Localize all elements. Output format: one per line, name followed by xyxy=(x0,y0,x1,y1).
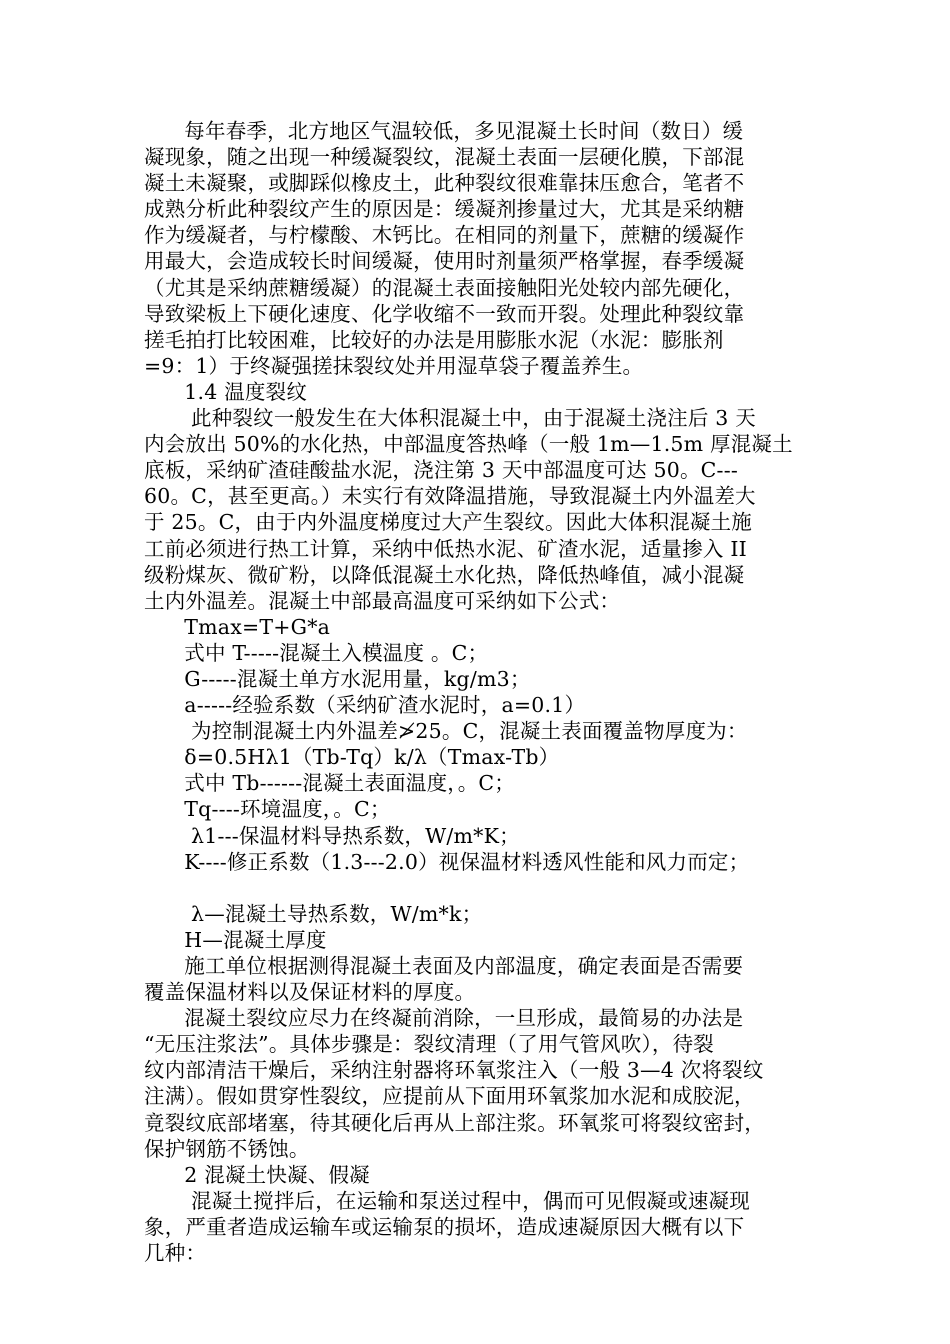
text-line: Tmax=T+G*a xyxy=(144,614,331,639)
text-line: 级粉煤灰、微矿粉，以降低混凝土水化热，降低热峰值，减小混凝 xyxy=(144,562,745,587)
text-line: 注满）。假如贯穿性裂纹，应提前从下面用环氧浆加水泥和成胶泥， xyxy=(144,1084,755,1109)
text-line: 底板，采纳矿渣硅酸盐水泥，浇注第 3 天中部温度可达 50。C--- xyxy=(144,458,738,483)
text-line: 土内外温差。混凝土中部最高温度可采纳如下公式： xyxy=(144,588,621,613)
text-line: λ—混凝土导热系数，W/m*k； xyxy=(144,901,483,926)
text-line: 几种： xyxy=(144,1241,207,1266)
text-line: 每年春季，北方地区气温较低，多见混凝土长时间（数日）缓 xyxy=(144,119,744,143)
text-line: =9：1）于终凝强搓抹裂纹处并用湿草袋子覆盖养生。 xyxy=(144,353,644,378)
text-line: 1.4 温度裂纹 xyxy=(144,379,308,404)
text-line: 60。C，甚至更高。）未实行有效降温措施，导致混凝土内外温差大 xyxy=(144,484,756,509)
text-line xyxy=(144,875,816,901)
text-line: “无压注浆法”。具体步骤是：裂纹清理（了用气管风吹），待裂 xyxy=(144,1032,715,1057)
text-line: δ=0.5Hλ1（Tb-Tq）k/λ（Tmax-Tb） xyxy=(144,745,560,770)
text-line: Tq----环境温度，。C； xyxy=(144,797,391,822)
text-line: 施工单位根据测得混凝土表面及内部温度，确定表面是否需要 xyxy=(144,954,744,978)
text-line: 工前必须进行热工计算，采纳中低热水泥、矿渣水泥，适量掺入 II xyxy=(144,536,747,561)
text-line: 此种裂纹一般发生在大体积混凝土中，由于混凝土浇注后 3 天 xyxy=(144,406,756,431)
text-line: H—混凝土厚度 xyxy=(144,927,327,952)
text-line: 象，严重者造成运输车或运输泵的损坏，造成速凝原因大概有以下 xyxy=(144,1214,745,1239)
text-line: 于 25。C，由于内外温度梯度过大产生裂纹。因此大体积混凝土施 xyxy=(144,510,752,535)
text-line: 内会放出 50%的水化热，中部温度答热峰（一般 1m—1.5m 厚混凝土 xyxy=(144,432,793,457)
text-line: 导致梁板上下硬化速度、化学收缩不一致而开裂。处理此种裂纹靠 xyxy=(144,301,745,326)
text-line: 搓毛拍打比较困难，比较好的办法是用膨胀水泥（水泥：膨胀剂 xyxy=(144,327,724,352)
text-line: 混凝土搅拌后，在运输和泵送过程中，偶而可见假凝或速凝现 xyxy=(144,1188,750,1213)
text-line: 式中 T-----混凝土入模温度 。C； xyxy=(144,640,489,665)
text-line: 作为缓凝者，与柠檬酸、木钙比。在相同的剂量下，蔗糖的缓凝作 xyxy=(144,223,745,248)
text-line: 式中 Tb------混凝土表面温度，。C； xyxy=(144,771,516,796)
text-line: 用最大，会造成较长时间缓凝，使用时剂量须严格掌握，春季缓凝 xyxy=(144,249,745,274)
text-line: a-----经验系数（采纳矿渣水泥时，a=0.1） xyxy=(144,693,586,718)
text-line: 竟裂纹底部堵塞，待其硬化后再从上部注浆。环氧浆可将裂纹密封， xyxy=(144,1110,765,1135)
text-line: K----修正系数（1.3---2.0）视保温材料透风性能和风力而定； xyxy=(144,849,750,874)
text-line: 凝土未凝聚，或脚踩似橡皮土，此种裂纹很难靠抹压愈合，笔者不 xyxy=(144,171,745,196)
text-line: 成熟分析此种裂纹产生的原因是：缓凝剂掺量过大，尤其是采纳糖 xyxy=(144,197,745,222)
text-line: λ1---保温材料导热系数，W/m*K； xyxy=(144,823,520,848)
text-line: G-----混凝土单方水泥用量，kg/m3； xyxy=(144,666,531,691)
text-line: 混凝土裂纹应尽力在终凝前消除，一旦形成，最简易的办法是 xyxy=(144,1006,744,1031)
text-line: 2 混凝土快凝、假凝 xyxy=(144,1162,370,1187)
text-line: 为控制混凝土内外温差≯25。C，混凝土表面覆盖物厚度为： xyxy=(144,719,748,744)
text-line: 覆盖保温材料以及保证材料的厚度。 xyxy=(144,980,476,1005)
text-line: （尤其是采纳蔗糖缓凝）的混凝土表面接触阳光处较内部先硬化， xyxy=(144,275,745,300)
text-line: 凝现象，随之出现一种缓凝裂纹，混凝土表面一层硬化膜，下部混 xyxy=(144,145,745,170)
text-line: 保护钢筋不锈蚀。 xyxy=(144,1136,310,1161)
text-line: 纹内部清洁干燥后，采纳注射器将环氧浆注入（一般 3—4 次将裂纹 xyxy=(144,1058,764,1083)
document-body xyxy=(144,118,816,1266)
